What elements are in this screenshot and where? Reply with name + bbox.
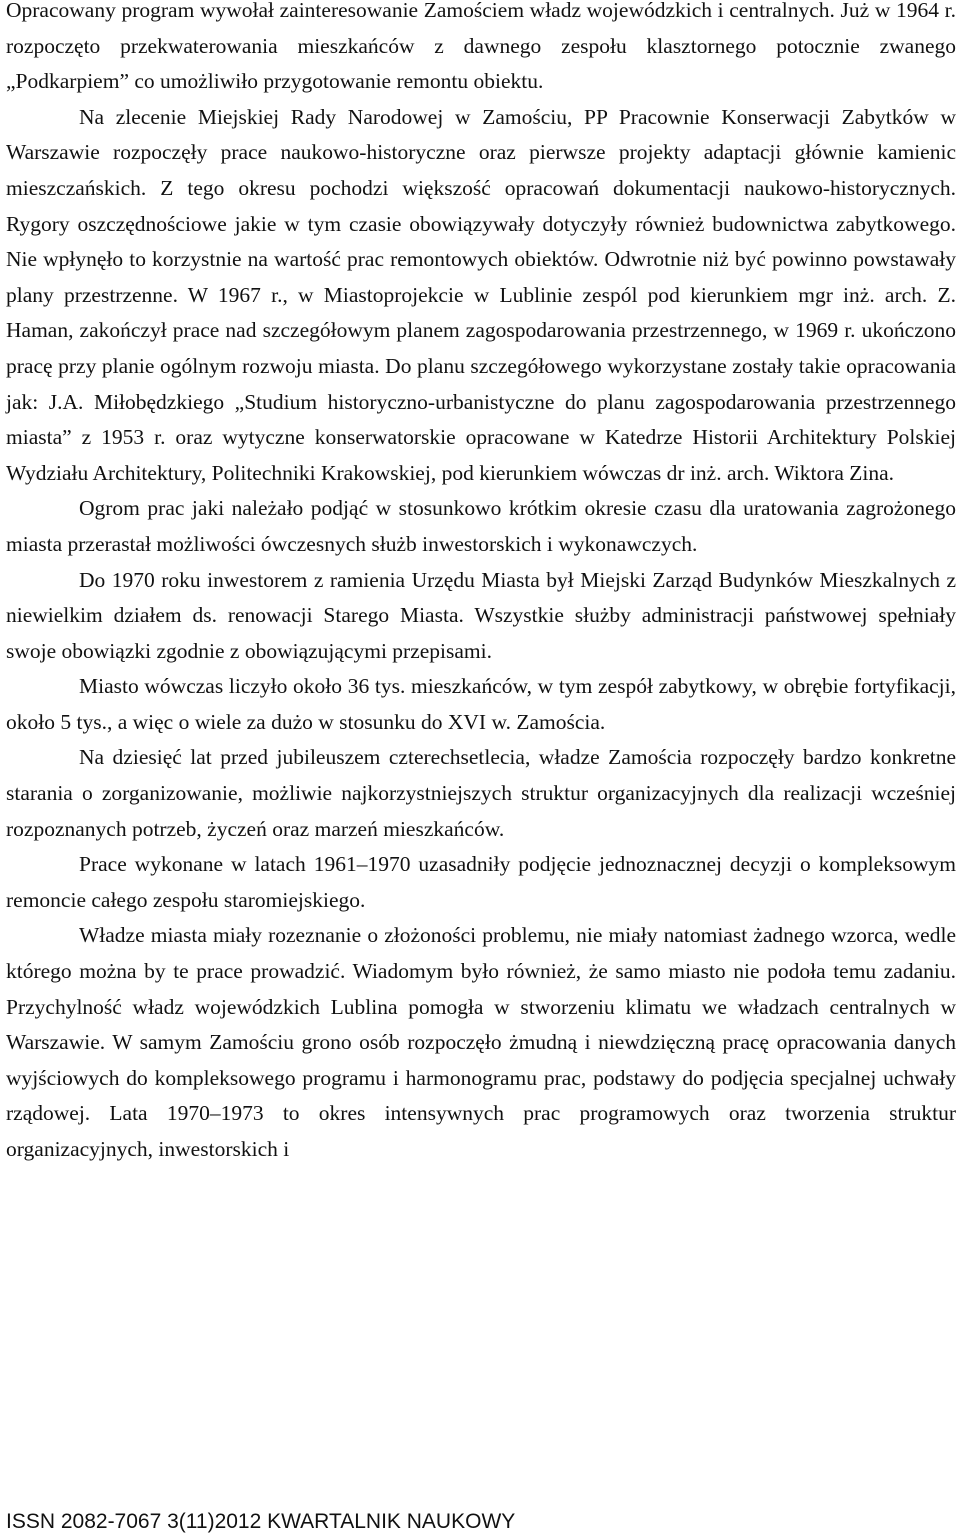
paragraph-4: Do 1970 roku inwestorem z ramienia Urzędu Miasta był Miejski Zarząd Budynków Mieszkalnych z niewielkim działem ds. renowacji Starego Miasta. Wszystkie służby administracji państwowej spełniały swoje obowiązki zgodnie z obowiązującymi przepisami.: [6, 567, 956, 663]
paragraph-5: Miasto wówczas liczyło około 36 tys. mieszkańców, w tym zespół zabytkowy, w obrębie fortyfikacji, około 5 tys., a więc o wiele za dużo w stosunku do XVI w. Zamościa.: [6, 674, 956, 734]
paragraph-3: Ogrom prac jaki należało podjąć w stosunkowo krótkim okresie czasu dla uratowania zagrożonego miasta przerastał możliwości ówczesnych służb inwestorskich i wykonawczych.: [6, 496, 956, 556]
paragraph-7: Prace wykonane w latach 1961–1970 uzasadniły podjęcie jednoznacznej decyzji o kompleksowym remoncie całego zespołu staromiejskiego.: [6, 852, 956, 912]
paragraph-1: Opracowany program wywołał zainteresowanie Zamościem władz wojewódzkich i centralnych. Już w 1964 r. rozpoczęto przekwaterowania mieszkańców z dawnego zespołu klasztornego potocznie zwanego „Podkarpiem” co umożliwiło przygotowanie remontu obiektu.: [6, 0, 956, 94]
paragraph-8: Władze miasta miały rozeznanie o złożoności problemu, nie miały natomiast żadnego wzorca, wedle którego można by te prace prowadzić. Wiadomym było również, że samo miasto nie podoła temu zadaniu. Przychylność władz wojewódzkich Lublina pomogła w stworzeniu klimatu we władzach centralnych w Warszawie. W samym Zamościu grono osób rozpoczęło żmudną i niewdzięczną pracę opracowania danych wyjściowych do kompleksowego programu i harmonogramu prac, podstawy do podjęcia specjalnej uchwały rządowej. Lata 1970–1973 to okres intensywnych prac programowych oraz tworzenia struktur organizacyjnych, inwestorskich i: [6, 923, 956, 1161]
paragraph-6: Na dziesięć lat przed jubileuszem czterechsetlecia, władze Zamościa rozpoczęły bardzo konkretne starania o zorganizowanie, możliwie najkorzystniejszych struktur organizacyjnych dla realizacji wcześniej rozpoznanych potrzeb, życzeń oraz marzeń mieszkańców.: [6, 745, 956, 841]
page-footer: ISSN 2082-7067 3(11)2012 KWARTALNIK NAUKOWY: [6, 1510, 516, 1533]
paragraph-2: Na zlecenie Miejskiej Rady Narodowej w Zamościu, PP Pracownie Konserwacji Zabytków w Warszawie rozpoczęły prace naukowo-historyczne oraz pierwsze projekty adaptacji głównie kamienic mieszczańskich. Z tego okresu pochodzi większość opracowań dokumentacji naukowo-historycznych. Rygory oszczędnościowe jakie w tym czasie obowiązywały dotyczyły również budownictwa zabytkowego. Nie wpłynęło to korzystnie na wartość prac remontowych obiektów. Odwrotnie niż być powinno powstawały plany przestrzenne. W 1967 r., w Miastoprojekcie w Lublinie zespól pod kierunkiem mgr inż. arch. Z. Haman, zakończył prace nad szczegółowym planem zagospodarowania przestrzennego, w 1969 r. ukończono pracę przy planie ogólnym rozwoju miasta. Do planu szczegółowego wykorzystane zostały takie opracowania jak: J.A. Miłobędzkiego „Studium historyczno-urbanistyczne do planu zagospodarowania przestrzennego miasta” z 1953 r. oraz wytyczne konserwatorskie opracowane w Katedrze Historii Architektury Polskiej Wydziału Architektury, Politechniki Krakowskiej, pod kierunkiem wówczas dr inż. arch. Wiktora Zina.: [6, 104, 956, 485]
document-body: [6, 0, 956, 1168]
